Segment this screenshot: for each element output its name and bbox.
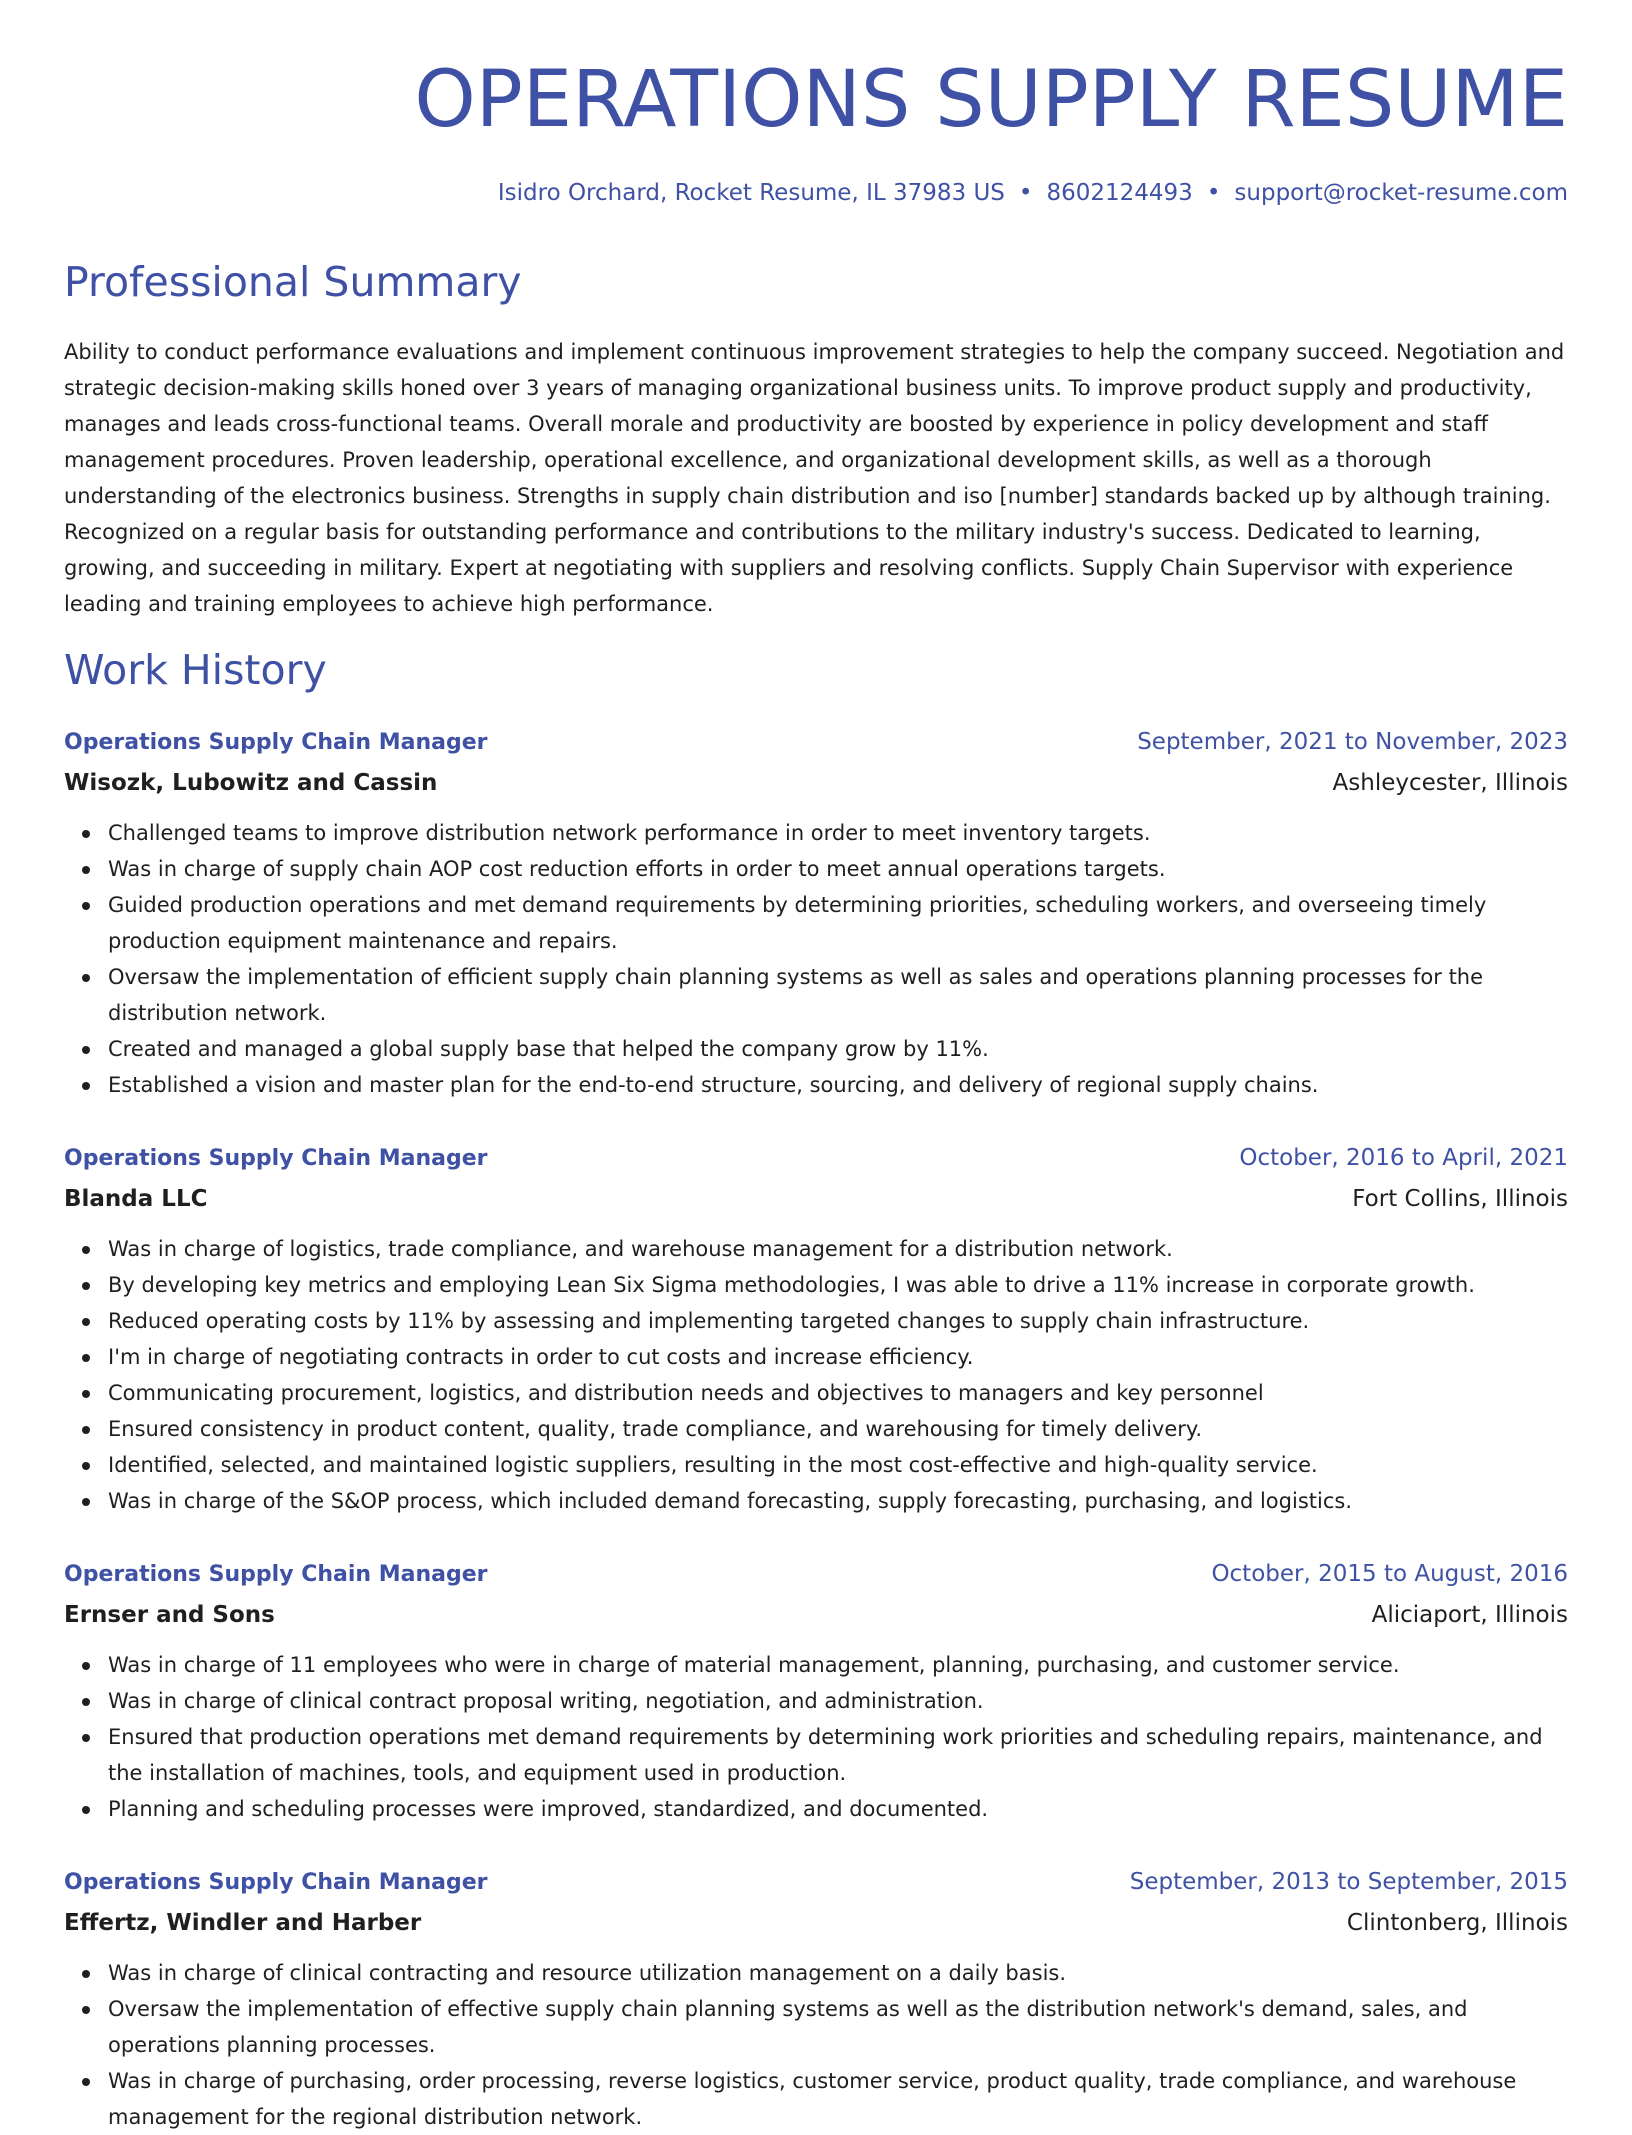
job-company-row <box>64 1179 1568 1219</box>
job-entry <box>64 1862 1568 2135</box>
job-dates: September, 2013 to September, 2015 <box>1129 1869 1568 1895</box>
summary-heading: Professional Summary <box>64 258 522 306</box>
job-title-row <box>64 1554 1568 1595</box>
contact-address: Isidro Orchard, Rocket Resume, IL 37983 US <box>497 180 1005 206</box>
resume-title: OPERATIONS SUPPLY RESUME <box>414 55 1568 145</box>
job-title: Operations Supply Chain Manager <box>64 1146 488 1171</box>
contact-line <box>498 180 1568 206</box>
summary-text: Ability to conduct performance evaluations and implement continuous improvement strategies to help the company succeed. Negotiation and strategic decision-making skills honed over 3 years of managing organizational business units. To improve product supply and productivity, manages and leads cross-functional teams. Overall morale and productivity are boosted by experience in policy development and staff management procedures. Proven leadership, operational excellence, and organizational development skills, as well as a thorough understanding of the electronics business. Strengths in supply chain distribution and iso [number] standards backed up by although training. Recognized on a regular basis for outstanding performance and contributions to the military industry's success. Dedicated to learning, growing, and succeeding in military. Expert at negotiating with suppliers and resolving conflicts. Supply Chain Supervisor with experience leading and training employees to achieve high performance. <box>64 340 1565 616</box>
job-bullet: Was in charge of clinical contract proposal writing, negotiation, and administration. <box>108 1683 1568 1719</box>
job-bullet: Reduced operating costs by 11% by assessing and implementing targeted changes to supply chain infrastructure. <box>108 1303 1568 1339</box>
job-bullet: I'm in charge of negotiating contracts in order to cut costs and increase efficiency. <box>108 1339 1568 1375</box>
job-dates: October, 2016 to April, 2021 <box>1239 1145 1568 1171</box>
job-company: Wisozk, Lubowitz and Cassin <box>64 770 438 796</box>
job-bullet: By developing key metrics and employing Lean Six Sigma methodologies, I was able to drive a 11% increase in corporate growth. <box>108 1267 1568 1303</box>
job-bullets <box>64 1647 1568 1827</box>
contact-separator: • <box>1206 180 1221 206</box>
job-company-row <box>64 1595 1568 1635</box>
job-bullet: Planning and scheduling processes were improved, standardized, and documented. <box>108 1791 1568 1827</box>
job-bullet: Ensured that production operations met demand requirements by determining work priorities and scheduling repairs, maintenance, and the installation of machines, tools, and equipment used in production. <box>108 1719 1568 1791</box>
job-dates: September, 2021 to November, 2023 <box>1137 729 1568 755</box>
job-bullet: Ensured consistency in product content, quality, trade compliance, and warehousing for timely delivery. <box>108 1411 1568 1447</box>
job-dates: October, 2015 to August, 2016 <box>1211 1561 1568 1587</box>
job-company: Blanda LLC <box>64 1186 208 1212</box>
job-bullets <box>64 1231 1568 1519</box>
job-bullet: Identified, selected, and maintained logistic suppliers, resulting in the most cost-effective and high-quality service. <box>108 1447 1568 1483</box>
job-entry <box>64 722 1568 1103</box>
job-company: Ernser and Sons <box>64 1602 275 1628</box>
job-title: Operations Supply Chain Manager <box>64 730 488 755</box>
job-location: Clintonberg, Illinois <box>1346 1910 1568 1936</box>
job-bullets <box>64 815 1568 1103</box>
job-bullet: Was in charge of clinical contracting and resource utilization management on a daily basis. <box>108 1955 1568 1991</box>
job-bullets <box>64 1955 1568 2135</box>
job-company: Effertz, Windler and Harber <box>64 1910 422 1936</box>
job-bullet: Oversaw the implementation of efficient supply chain planning systems as well as sales and operations planning processes for the distribution network. <box>108 959 1568 1031</box>
job-bullet: Guided production operations and met demand requirements by determining priorities, scheduling workers, and overseeing timely production equipment maintenance and repairs. <box>108 887 1568 959</box>
job-company-row <box>64 1903 1568 1943</box>
job-bullet: Was in charge of purchasing, order processing, reverse logistics, customer service, product quality, trade compliance, and warehouse management for the regional distribution network. <box>108 2063 1568 2135</box>
job-bullet: Was in charge of supply chain AOP cost reduction efforts in order to meet annual operations targets. <box>108 851 1568 887</box>
job-title-row <box>64 1862 1568 1903</box>
job-bullet: Was in charge of logistics, trade compliance, and warehouse management for a distribution network. <box>108 1231 1568 1267</box>
contact-phone: 8602124493 <box>1046 180 1193 206</box>
contact-email: support@rocket-resume.com <box>1234 180 1568 206</box>
job-location: Ashleycester, Illinois <box>1332 770 1568 796</box>
job-entry <box>64 1554 1568 1827</box>
job-bullet: Was in charge of the S&OP process, which included demand forecasting, supply forecasting, purchasing, and logistics. <box>108 1483 1568 1519</box>
job-title: Operations Supply Chain Manager <box>64 1562 488 1587</box>
work-history-heading: Work History <box>64 646 327 694</box>
job-bullet: Challenged teams to improve distribution network performance in order to meet inventory targets. <box>108 815 1568 851</box>
job-company-row <box>64 763 1568 803</box>
job-bullet: Was in charge of 11 employees who were in charge of material management, planning, purchasing, and customer service. <box>108 1647 1568 1683</box>
job-bullet: Oversaw the implementation of effective supply chain planning systems as well as the distribution network's demand, sales, and operations planning processes. <box>108 1991 1568 2063</box>
job-bullet: Communicating procurement, logistics, and distribution needs and objectives to managers and key personnel <box>108 1375 1568 1411</box>
job-title: Operations Supply Chain Manager <box>64 1870 488 1895</box>
job-bullet: Created and managed a global supply base that helped the company grow by 11%. <box>108 1031 1568 1067</box>
contact-separator: • <box>1018 180 1033 206</box>
job-title-row <box>64 722 1568 763</box>
job-title-row <box>64 1138 1568 1179</box>
job-entry <box>64 1138 1568 1519</box>
job-bullet: Established a vision and master plan for the end-to-end structure, sourcing, and delivery of regional supply chains. <box>108 1067 1568 1103</box>
job-location: Fort Collins, Illinois <box>1352 1186 1568 1212</box>
job-location: Aliciaport, Illinois <box>1371 1602 1568 1628</box>
